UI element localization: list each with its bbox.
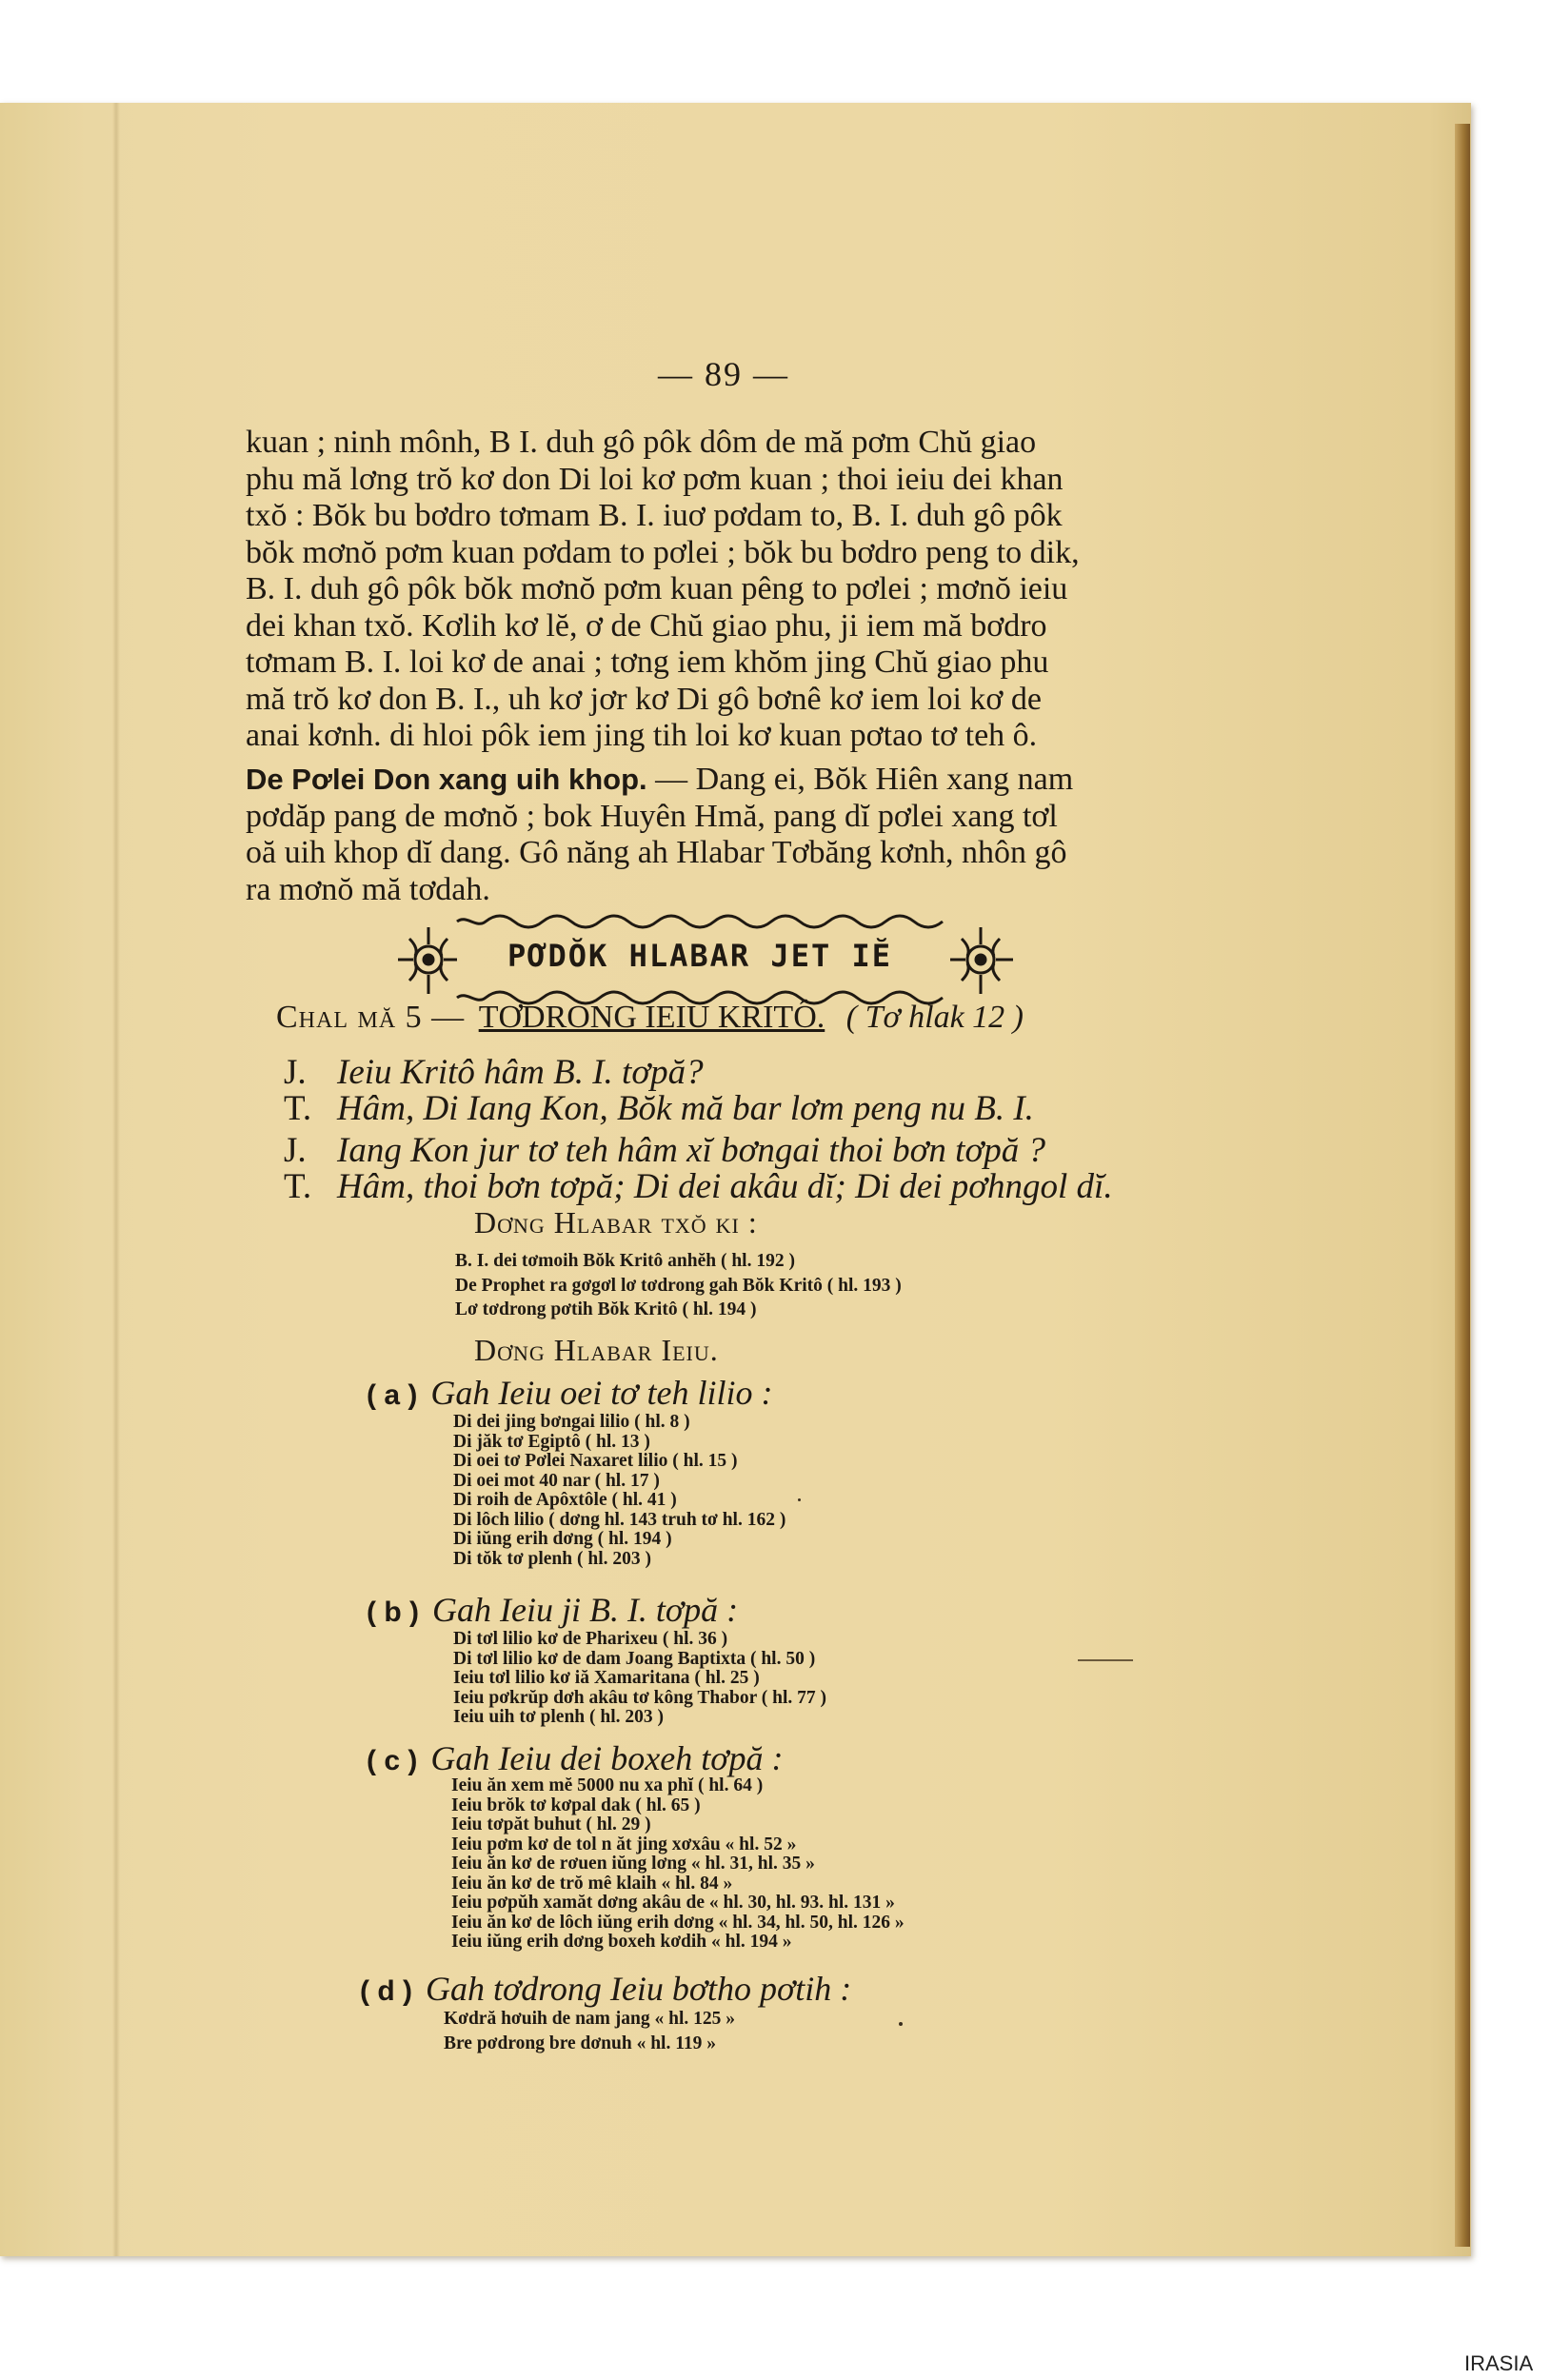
page-fold-shadow [112, 103, 120, 2256]
section-b-heading [367, 1590, 738, 1630]
dong-hlabar-ieiu-heading: Dơng Hlabar Ieiu. [474, 1333, 719, 1367]
reference-line: Ieiu tơl lilio kơ iă Xamaritana ( hl. 25 ) [453, 1668, 760, 1688]
paragraph-1-line: tơmam B. I. loi kơ de anai ; tơng iem khŏm jing Chŭ giao phu [246, 645, 1049, 680]
page-number: — 89 — [658, 355, 789, 393]
qa-line [284, 1091, 1198, 1127]
reference-line: Ieiu uih tơ plenh ( hl. 203 ) [453, 1707, 665, 1727]
reference-line: Lơ tơdrong pơtih Bŏk Kritô ( hl. 194 ) [455, 1299, 757, 1319]
reference-line: Di dei jing bơngai lilio ( hl. 8 ) [453, 1412, 690, 1432]
dong-hlabar-txo-refs [455, 1249, 902, 1322]
qa-line [284, 1169, 1198, 1205]
section-tag: ( a ) [367, 1379, 418, 1411]
section-c-refs [451, 1776, 905, 1953]
paragraph-2-heading: De Pơlei Don xang uih khop. [246, 763, 647, 796]
section-title-text: Gah Ieiu oei tơ teh lilio : [430, 1374, 773, 1412]
reference-line: Di oei tơ Pơlei Naxaret lilio ( hl. 15 ) [453, 1451, 738, 1471]
section-c-heading [367, 1738, 783, 1778]
chapter-heading [276, 1000, 1181, 1036]
reference-line: Di jăk tơ Egiptô ( hl. 13 ) [453, 1431, 650, 1452]
paragraph-2-line: oă uih khop dĭ dang. Gô năng ah Hlabar Tơbăng kơnh, nhôn gô [246, 835, 1067, 870]
paragraph-2-line: ra mơnŏ mă tơdah. [246, 871, 490, 907]
section-title-text: Gah Ieiu ji B. I. tơpă : [431, 1591, 739, 1629]
paragraph-2-line: pơdăp pang de mơnŏ ; bok Huyên Hmă, pang dĭ pơlei xang tơl [246, 798, 1058, 834]
chapter-title: TƠDRONG IEIU KRITÔ. [478, 1000, 825, 1035]
chapter-reference: ( Tơ hlak 12 ) [845, 1000, 1024, 1035]
section-title-text: Gah Ieiu dei boxeh tơpă : [430, 1739, 784, 1777]
reference-line: Di tơl lilio kơ de Pharixeu ( hl. 36 ) [453, 1629, 728, 1649]
stray-dash-mark [1078, 1659, 1133, 1661]
chapter-label: Chal mă 5 — [276, 1000, 466, 1035]
reference-line: Di oei mot 40 nar ( hl. 17 ) [453, 1470, 660, 1491]
paragraph-1-line: mă trŏ kơ don B. I., uh kơ jơr kơ Di gô bơnê kơ iem loi kơ de [246, 681, 1042, 717]
paragraph-1-line: txŏ : Bŏk bu bơdro tơmam B. I. iuơ pơdam to, B. I. duh gô pôk [246, 498, 1063, 533]
qa-text: Iang Kon jur tơ teh hâm xĭ bơngai thoi bơn tơpă ? [337, 1131, 1045, 1170]
ink-speck [798, 1498, 801, 1501]
ornament-right [950, 927, 1013, 994]
reference-line: Di tŏk tơ plenh ( hl. 203 ) [453, 1548, 651, 1569]
qa-line [284, 1133, 1198, 1169]
qa-line [284, 1055, 1198, 1091]
watermark: IRASIA [1464, 2351, 1534, 2375]
section-d-refs [444, 2007, 735, 2055]
reference-line: De Prophet ra gơgơl lơ tơdrong gah Bŏk Kritô ( hl. 193 ) [455, 1275, 902, 1296]
paragraph-1-line: bŏk mơnŏ pơm kuan pơdam to pơlei ; bŏk bu bơdro peng to dik, [246, 534, 1080, 570]
section-title: PƠDŎK HLABAR JET IĔ [507, 938, 893, 974]
reference-line: Di lôch lilio ( dơng hl. 143 truh tơ hl. 162 ) [453, 1509, 786, 1530]
qa-label: T. [284, 1167, 312, 1206]
paragraph-1-line: kuan ; ninh mônh, B I. duh gô pôk dôm de mă pơm Chŭ giao [246, 425, 1037, 460]
reference-line: Ieiu pơkrŭp dơh akâu tơ kông Thabor ( hl. 77 ) [453, 1687, 827, 1708]
reference-line: Ieiu iŭng erih dơng boxeh kơdih « hl. 194 » [451, 1932, 792, 1952]
reference-line: Ieiu ăn kơ de trŏ mê klaih « hl. 84 » [451, 1873, 733, 1894]
ink-speck [899, 2022, 903, 2026]
section-tag: ( c ) [367, 1745, 418, 1776]
paragraph-1-line: B. I. duh gô pôk bŏk mơnŏ pơm kuan pêng to pơlei ; mơnŏ ieiu [246, 571, 1068, 606]
section-tag: ( d ) [360, 1975, 412, 2007]
paragraph-2 [246, 762, 1181, 908]
page-edge [1455, 124, 1470, 2247]
section-d-heading [360, 1969, 851, 2009]
reference-line: Ieiu ăn xem mĕ 5000 nu xa phĭ ( hl. 64 ) [451, 1775, 764, 1795]
reference-line: Di roih de Apôxtôle ( hl. 41 ) [453, 1490, 677, 1510]
paragraph-1-line: dei khan txŏ. Kơlih kơ lĕ, ơ de Chŭ giao phu, ji iem mă bơdro [246, 607, 1047, 644]
reference-line: Ieiu brŏk tơ kơpal dak ( hl. 65 ) [451, 1795, 701, 1815]
section-tag: ( b ) [367, 1597, 419, 1628]
dong-hlabar-txo-heading: Dơng Hlabar txŏ ki : [474, 1205, 758, 1240]
paragraph-2-first-rest: — Dang ei, Bŏk Hiên xang nam [646, 762, 1074, 797]
reference-line: Ieiu tơpăt buhut ( hl. 29 ) [451, 1815, 651, 1835]
qa-label: T. [284, 1089, 312, 1128]
section-a-heading [367, 1373, 772, 1413]
reference-line: Di iŭng erih dơng ( hl. 194 ) [453, 1529, 672, 1549]
qa-label: J. [284, 1131, 307, 1170]
paragraph-1-line: phu mă lơng trŏ kơ don Di loi kơ pơm kuan ; thoi ieiu dei khan [246, 461, 1064, 497]
reference-line: Ieiu pơm kơ de tol n ăt jing xơxâu « hl. 52 » [451, 1834, 797, 1854]
section-a-refs [453, 1413, 785, 1569]
reference-line: Ieiu pơpŭh xamăt dơng akâu de « hl. 30, hl. 93. hl. 131 » [451, 1893, 895, 1913]
paragraph-2-first-line [246, 762, 1181, 799]
qa-text: Hâm, thoi bơn tơpă; Di dei akâu dĭ; Di dei pơhngol dĭ. [337, 1167, 1113, 1206]
reference-line: B. I. dei tơmoih Bŏk Kritô anhĕh ( hl. 192 ) [455, 1251, 795, 1271]
reference-line: Bre pơdrong bre dơnuh « hl. 119 » [444, 2033, 717, 2053]
reference-line: Ieiu ăn kơ de lôch iŭng erih dơng « hl. 34, hl. 50, hl. 126 » [451, 1912, 905, 1933]
reference-line: Kơdră hơuih de nam jang « hl. 125 » [444, 2009, 736, 2029]
paragraph-1-line: anai kơnh. di hloi pôk iem jing tih loi kơ kuan pơtao tơ teh ô. [246, 718, 1038, 753]
reference-line: Di tơl lilio kơ de dam Joang Baptixta ( hl. 50 ) [453, 1648, 816, 1669]
section-title-text: Gah tơdrong Ieiu bơtho pơtih : [425, 1970, 852, 2008]
section-b-refs [453, 1630, 826, 1728]
ornament-left [398, 927, 457, 994]
qa-label: J. [284, 1053, 307, 1092]
paragraph-1 [246, 425, 1181, 755]
qa-text: Hâm, Di Iang Kon, Bŏk mă bar lơm peng nu B. I. [337, 1089, 1034, 1128]
qa-text: Ieiu Kritô hâm B. I. tơpă? [337, 1053, 704, 1092]
reference-line: Ieiu ăn kơ de rơuen iŭng lơng « hl. 31, hl. 35 » [451, 1854, 815, 1874]
